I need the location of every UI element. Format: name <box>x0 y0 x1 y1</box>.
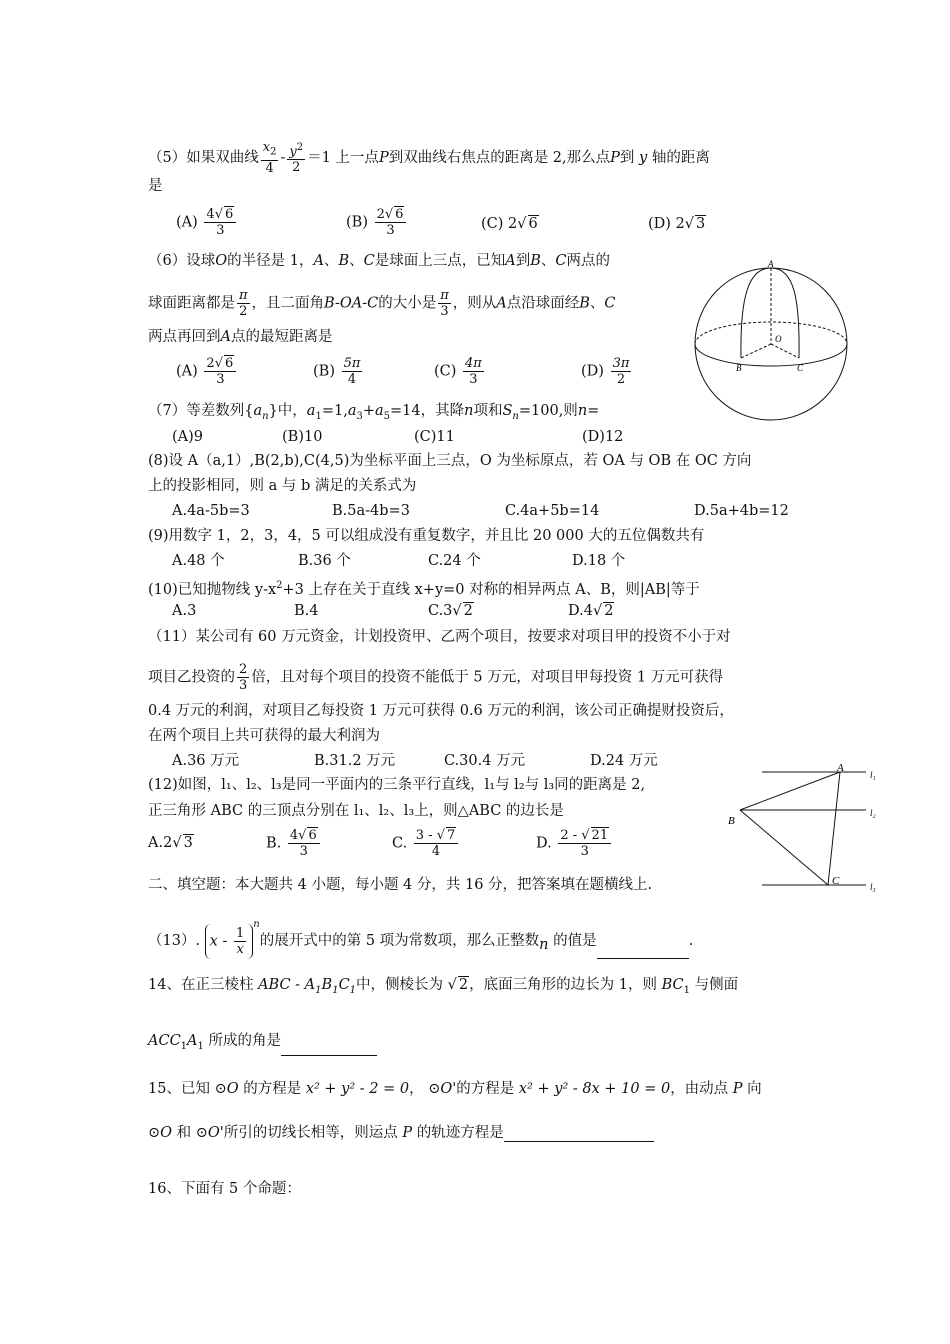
q12-b-rad: 6 <box>308 828 317 843</box>
q12-line1: (12)如图，l₁、l₂、l₃是同一平面内的三条平行直线，l₁与 l₂与 l₃同的距离是 2, <box>148 777 646 793</box>
q5-d-rad: 3 <box>696 216 706 232</box>
q14-prism-b: B <box>321 977 333 993</box>
section2-heading: 二、填空题：本大题共 4 小题，每小题 4 分，共 16 分，把答案填在题横线上. <box>148 877 653 893</box>
q6-pi1-num: π <box>239 288 248 303</box>
q5-d-coef: 2 <box>675 216 685 232</box>
q5-b-coef: 2 <box>376 207 385 222</box>
q15-o2: ⊙O' <box>428 1081 457 1097</box>
q15-mid2: 的方程是 <box>456 1081 515 1097</box>
q14-prism <box>258 977 357 996</box>
q6-opt-a <box>176 356 238 387</box>
q7-Sn: S <box>502 403 513 419</box>
q14-mid: 中，侧棱长为 <box>356 977 444 993</box>
q14-tail: 与侧面 <box>694 977 739 993</box>
sphere-label-O: O <box>775 334 782 344</box>
q15-line1 <box>148 1080 762 1098</box>
q5-a-coef: 4 <box>206 207 215 222</box>
q15-lead: 15、已知 <box>148 1081 210 1097</box>
q8-opt-a: A.4a-5b=3 <box>172 503 250 519</box>
q12-d-frac: $\frac{2 - √ 21}{3}$ <box>558 828 611 859</box>
q6-pi1 <box>237 288 250 319</box>
q7-an: a <box>253 403 263 419</box>
q6-l1a: （6）设球 <box>148 253 216 269</box>
q7-n2: n <box>577 403 588 419</box>
q6-a-coef: 2 <box>206 356 215 371</box>
q7-d: =14，其降 <box>390 403 465 419</box>
q6-pi2-num: π <box>440 288 449 303</box>
q6-C2: C <box>555 253 567 269</box>
q5-f1-num: x <box>262 140 271 155</box>
q14-prism-c: C <box>338 977 350 993</box>
q14-mid2: ，底面三角形的边长为 1，则 <box>469 977 657 993</box>
q14-tail2: 所成的角是 <box>208 1033 282 1049</box>
q13-n: n <box>539 937 549 953</box>
q7-an-sub: n <box>262 410 269 422</box>
q7-a1: a <box>306 403 316 419</box>
q5-opt-c: (C) 2√ 6 <box>481 216 538 232</box>
q11-opt-c: C.30.4 万元 <box>444 753 526 769</box>
q7-n: n <box>464 403 474 419</box>
q15-mid3: ，由动点 <box>670 1081 729 1097</box>
q14-sub2: 1 <box>332 984 339 996</box>
q6-b-den: 4 <box>347 372 357 387</box>
q14-bc-sub: 1 <box>683 984 690 996</box>
q9-opt-a: A.48 个 <box>172 553 225 569</box>
arc-AB <box>741 268 771 358</box>
q14-line2 <box>148 1032 377 1056</box>
q15-answer-blank[interactable] <box>504 1127 654 1142</box>
q7-a3-sub: 3 <box>356 410 363 422</box>
q6-b-num: 5π <box>343 356 361 371</box>
q5-b-rad: 6 <box>395 207 404 222</box>
q13-tail: 的值是 <box>553 933 597 949</box>
q11-frac <box>237 662 249 693</box>
q5-d-label: (D) <box>648 216 671 232</box>
q7-b: }中， <box>268 403 307 419</box>
q14-sub3: 1 <box>349 984 357 996</box>
q6-l2c: 的大小是 <box>378 295 437 312</box>
q14-prism-a: ABC - A <box>258 977 316 993</box>
q6-line3 <box>148 328 332 346</box>
q12-line2: 正三角形 ABC 的三顶点分别在 l₁、l₂、l₃上，则△ABC 的边长是 <box>148 803 564 819</box>
q13-mid: 的展开式中的第 5 项为常数项，那么正整数 <box>259 933 540 949</box>
q5-opt-a <box>176 207 238 238</box>
side-CA <box>828 772 840 885</box>
q6-pi2-den: 3 <box>440 304 449 319</box>
q14-face-sub: 1 <box>180 1040 188 1052</box>
q5-f1-den: 4 <box>265 160 274 176</box>
side-AB <box>740 772 840 810</box>
fig-label-B: B <box>728 815 735 827</box>
q8-opt-d: D.5a+4b=12 <box>694 503 789 519</box>
sphere-label-B: B <box>736 363 742 373</box>
q5-p2: P <box>610 149 620 166</box>
q5-b-frac: $\frac{2√ 6}{3}$ <box>375 207 407 238</box>
q10-opt-c: C.3√ 2 <box>428 603 473 619</box>
q5-minus: - <box>280 149 286 166</box>
q15-l2b: 和 <box>176 1125 192 1141</box>
q10-opt-d: D.4√ 2 <box>568 603 614 619</box>
q7-plus: + <box>362 403 375 419</box>
fig-label-l3: l₃ <box>870 882 876 892</box>
q12-opt-d <box>536 828 613 859</box>
q12-b-den: 3 <box>299 844 308 859</box>
q5-lead: （5）如果双曲线 <box>148 149 259 166</box>
q5-b-den: 3 <box>386 223 395 238</box>
q5-f2-num: y <box>289 144 297 160</box>
q5-to: 到 <box>619 149 635 166</box>
q6-BC: B <box>530 253 541 269</box>
q7-f: =100,则 <box>518 403 578 419</box>
q11-opt-b: B.31.2 万元 <box>314 753 396 769</box>
q5-c-label: (C) <box>481 216 504 232</box>
q15-l2d: 所引的切线长相等，则运点 <box>223 1125 398 1141</box>
q12-d-rad: 21 <box>591 828 609 843</box>
q5-f2-sup: 2 <box>296 142 304 154</box>
q5-opt-b <box>346 207 408 238</box>
q5-c-rad: 6 <box>528 216 538 232</box>
q6-l3a: 两点再回到 <box>148 329 221 345</box>
q6-opt-c <box>434 356 486 387</box>
q6-c-label: (C) <box>434 363 457 380</box>
q7-Sn-sub: n <box>512 410 519 422</box>
q6-sep2: 、 <box>349 253 364 269</box>
q6-b-label: (B) <box>313 363 335 380</box>
q6-opt-b <box>313 356 364 387</box>
q5-eq: ＝1 上一点 <box>307 149 379 166</box>
q7-e: 项和 <box>473 403 503 419</box>
equator-front <box>695 344 847 366</box>
q9-line1: (9)用数字 1，2，3，4，5 可以组成没有重复数字，并且比 20 000 大的五位偶数共有 <box>148 528 705 544</box>
q6-l2a: 球面距离都是 <box>148 295 235 312</box>
q6-A3: A <box>496 295 507 312</box>
q10-d-coef: D.4 <box>568 603 593 619</box>
q6-a-label: (A) <box>176 363 198 380</box>
radius-OC <box>771 344 799 358</box>
q6-pi1-den: 2 <box>239 304 248 319</box>
q11-line1: （11）某公司有 60 万元资金，计划投资甲、乙两个项目，按要求对项目甲的投资不小于对 <box>148 629 731 645</box>
q14-answer-blank[interactable] <box>281 1041 377 1056</box>
q5-f1-sub: 2 <box>270 146 277 158</box>
q5-a-label: (A) <box>176 214 198 231</box>
q5-f2-den: 2 <box>292 160 301 176</box>
q14-face: ACC <box>148 1033 181 1049</box>
q15-tail: 向 <box>747 1081 762 1097</box>
q12-d-label: D. <box>536 835 552 852</box>
q8-opt-c: C.4a+5b=14 <box>505 503 600 519</box>
q6-C: C <box>363 253 375 269</box>
q6-c-num: 4π <box>465 356 482 371</box>
q5-a-den: 3 <box>216 223 225 238</box>
sphere-label-A: A <box>768 259 774 269</box>
q11-line3: 0.4 万元的利润，对项目乙每投资 1 万元可获得 0.6 万元的利润，该公司正确提财投资后， <box>148 703 734 719</box>
q6-l3b: 点的最短距离是 <box>230 329 333 345</box>
q12-c-den: 4 <box>431 844 441 859</box>
q8-line2: 上的投影相同，则 a 与 b 满足的关系式为 <box>148 478 417 494</box>
q6-C3: C <box>604 295 616 312</box>
q13-frac <box>234 926 246 957</box>
q6-d-label: (D) <box>581 363 604 380</box>
q6-sep1: 、 <box>323 253 339 269</box>
q13-frac-num: 1 <box>235 925 245 941</box>
q10-sup: 2 <box>276 580 283 591</box>
q6-pi2 <box>438 288 451 319</box>
q13-x: x <box>209 933 218 949</box>
q9-opt-c: C.24 个 <box>428 553 481 569</box>
q6-A4: A <box>220 329 231 345</box>
q5-line2 <box>148 177 163 195</box>
q10-opt-b: B.4 <box>294 603 319 619</box>
q6-a-den: 3 <box>216 372 225 387</box>
q12-b-frac: $\frac{4√ 6}{3}$ <box>288 828 320 859</box>
q5-y: y <box>639 149 648 166</box>
q15-P: P <box>732 1081 743 1097</box>
q12-a-coef: A.2 <box>148 835 173 851</box>
q6-line2 <box>148 288 616 319</box>
q6-a-frac: $\frac{2√ 6}{3}$ <box>204 356 236 387</box>
q10-opt-a: A.3 <box>172 603 197 619</box>
q7-opt-b: (B)10 <box>282 429 323 445</box>
q12-opt-c <box>392 828 460 859</box>
q7-a3: a <box>347 403 357 419</box>
q5-p1: P <box>378 149 389 166</box>
sphere-figure <box>688 258 858 428</box>
q6-sep4: 、 <box>589 295 605 312</box>
q6-d-den: 2 <box>616 372 626 387</box>
q5-a-frac: $\frac{4√ 6}{3}$ <box>204 207 236 238</box>
q12-opt-b <box>266 828 322 859</box>
q7-a1-sub: 1 <box>315 410 322 422</box>
q13-lead: （13）. <box>148 933 201 949</box>
q6-line1 <box>148 252 610 270</box>
q5-line2-text: 是 <box>148 178 163 194</box>
fig-label-C: C <box>832 875 840 887</box>
sphere-label-C: C <box>797 363 804 373</box>
radius-OB <box>741 344 771 358</box>
q6-B: B <box>338 253 350 269</box>
q14-bc: BC <box>661 977 684 993</box>
q11-opt-d: D.24 万元 <box>590 753 658 769</box>
q11-l2a: 项目乙投资的 <box>148 669 235 686</box>
fig-label-l2: l₂ <box>870 808 876 818</box>
q10-b: +3 上存在关于直线 x+y=0 对称的相异两点 A、B，则|AB|等于 <box>282 581 700 598</box>
q11-l2b: 倍，且对每个项目的投资不能低于 5 万元，对项目甲每投资 1 万元可获得 <box>251 669 724 686</box>
q15-l2a: ⊙O <box>148 1125 173 1141</box>
q15-line2 <box>148 1124 654 1142</box>
side-BC <box>740 810 828 885</box>
q12-b-coef: 4 <box>289 828 299 843</box>
q9-opt-b: B.36 个 <box>298 553 351 569</box>
q15-l2c: ⊙O' <box>195 1125 224 1141</box>
q16-line: 16、下面有 5 个命题： <box>148 1181 301 1197</box>
q6-l2e: 点沿球面经 <box>506 295 580 312</box>
q15-eq2: x² + y² - 8x + 10 = 0 <box>518 1081 671 1097</box>
q6-a-rad: 6 <box>224 356 234 371</box>
q8-line1: (8)设 A（a,1）,B(2,b),C(4,5)为坐标平面上三点，O 为坐标原点，若 OA 与 OB 在 OC 方向 <box>148 453 752 469</box>
q13-paren-expr <box>205 924 254 959</box>
q12-opt-a: A.2√ 3 <box>148 835 193 851</box>
q12-c-num-a: 3 - <box>415 828 433 843</box>
q14-sub1: 1 <box>315 984 322 996</box>
q6-l2d: ，则从 <box>452 295 497 312</box>
q10-c-rad: 2 <box>463 603 473 619</box>
q13-frac-den: x <box>236 941 244 957</box>
q6-angle: B-OA-C <box>324 295 379 312</box>
q6-c-frac <box>463 356 484 387</box>
q6-opt-d <box>581 356 633 387</box>
q6-A2: A <box>505 253 516 269</box>
q6-l1c: 是球面上三点，已知 <box>374 253 506 269</box>
q5-mid: 到双曲线右焦点的距离是 2,那么点 <box>388 149 611 166</box>
q6-l1d: 到 <box>515 253 531 269</box>
q5-opt-d: (D) 2√ 3 <box>648 216 706 232</box>
q11-opt-a: A.36 万元 <box>172 753 240 769</box>
q6-A: A <box>313 253 324 269</box>
q11-line2 <box>148 662 723 693</box>
q12-d-den: 3 <box>580 844 589 859</box>
q14-face-a: A <box>187 1033 198 1049</box>
q6-d-frac <box>611 356 632 387</box>
q12-c-frac: $\frac{3 - √ 7}{4}$ <box>414 828 459 859</box>
q7-a5-sub: 5 <box>383 410 391 422</box>
q12-c-label: C. <box>392 835 408 852</box>
q13-line <box>148 916 693 959</box>
q7-a5: a <box>375 403 384 419</box>
q12-a-rad: 3 <box>183 835 193 851</box>
q5-frac1 <box>261 140 279 176</box>
q15-mid1: 的方程是 <box>243 1081 302 1097</box>
q11-frac-num: 2 <box>239 662 248 677</box>
q10-line1 <box>148 577 700 599</box>
q6-l1b: 的半径是 1， <box>227 253 314 269</box>
q6-l1e: 两点的 <box>566 253 610 269</box>
q13-answer-blank[interactable] <box>597 944 689 959</box>
q15-P2: P <box>402 1125 413 1141</box>
q7-c: =1, <box>321 403 348 419</box>
q15-o1: ⊙O <box>214 1081 239 1097</box>
q6-B3: B <box>579 295 590 312</box>
q13-minus: - <box>222 933 228 949</box>
q6-O: O <box>215 253 228 269</box>
q14-rad: 2 <box>458 977 469 993</box>
q11-frac-den: 3 <box>239 678 248 693</box>
q7-opt-c: (C)11 <box>414 429 455 445</box>
q6-l2b: ，且二面角 <box>251 295 325 312</box>
fig-label-l1: l₁ <box>870 770 876 780</box>
q7-g: = <box>587 403 600 419</box>
q9-opt-d: D.18 个 <box>572 553 626 569</box>
q10-d-rad: 2 <box>604 603 614 619</box>
q12-d-num-a: 2 - <box>560 828 578 843</box>
fig-label-A: A <box>837 762 844 774</box>
q10-c-coef: C.3 <box>428 603 453 619</box>
q7-opt-a: (A)9 <box>172 429 204 445</box>
q14-face-sub2: 1 <box>197 1040 204 1052</box>
q6-d-num: 3π <box>612 356 630 371</box>
q7-a: （7）等差数列{ <box>148 403 254 419</box>
q6-c-den: 3 <box>469 372 478 387</box>
q7-opt-d: (D)12 <box>582 429 624 445</box>
q11-line4: 在两个项目上共可获得的最大利润为 <box>148 728 380 744</box>
q12-c-rad: 7 <box>447 828 456 843</box>
q14-line1: 14、在正三棱柱 ABC - $A_1B_1C_1$中，侧棱长为 √ 2，底面三角形的边长为 1，则 $BC_1$ 与侧面 <box>148 977 739 996</box>
q10-a: (10)已知抛物线 y-x <box>148 581 277 598</box>
q6-b-frac <box>342 356 363 387</box>
q5-a-rad: 6 <box>224 207 234 222</box>
q13-end: . <box>688 933 694 949</box>
q5-b-label: (B) <box>346 214 368 231</box>
parallel-lines-figure <box>728 762 888 892</box>
q7-line1 <box>148 402 599 426</box>
arc-AC <box>771 268 799 358</box>
q5-frac2 <box>287 140 305 175</box>
q15-eq1: x² + y² - 2 = 0 <box>305 1081 410 1097</box>
q15-l2e: 的轨迹方程是 <box>416 1125 504 1141</box>
q5-tail: 轴的距离 <box>651 149 710 166</box>
q5-c-coef: 2 <box>508 216 518 232</box>
q12-b-label: B. <box>266 835 282 852</box>
q15-sep: ， <box>409 1081 424 1097</box>
q6-sep3: 、 <box>540 253 556 269</box>
q13-exp: n <box>253 919 260 930</box>
q8-opt-b: B.5a-4b=3 <box>332 503 410 519</box>
q14-lead: 14、在正三棱柱 <box>148 977 254 993</box>
q5-line1 <box>148 140 710 176</box>
